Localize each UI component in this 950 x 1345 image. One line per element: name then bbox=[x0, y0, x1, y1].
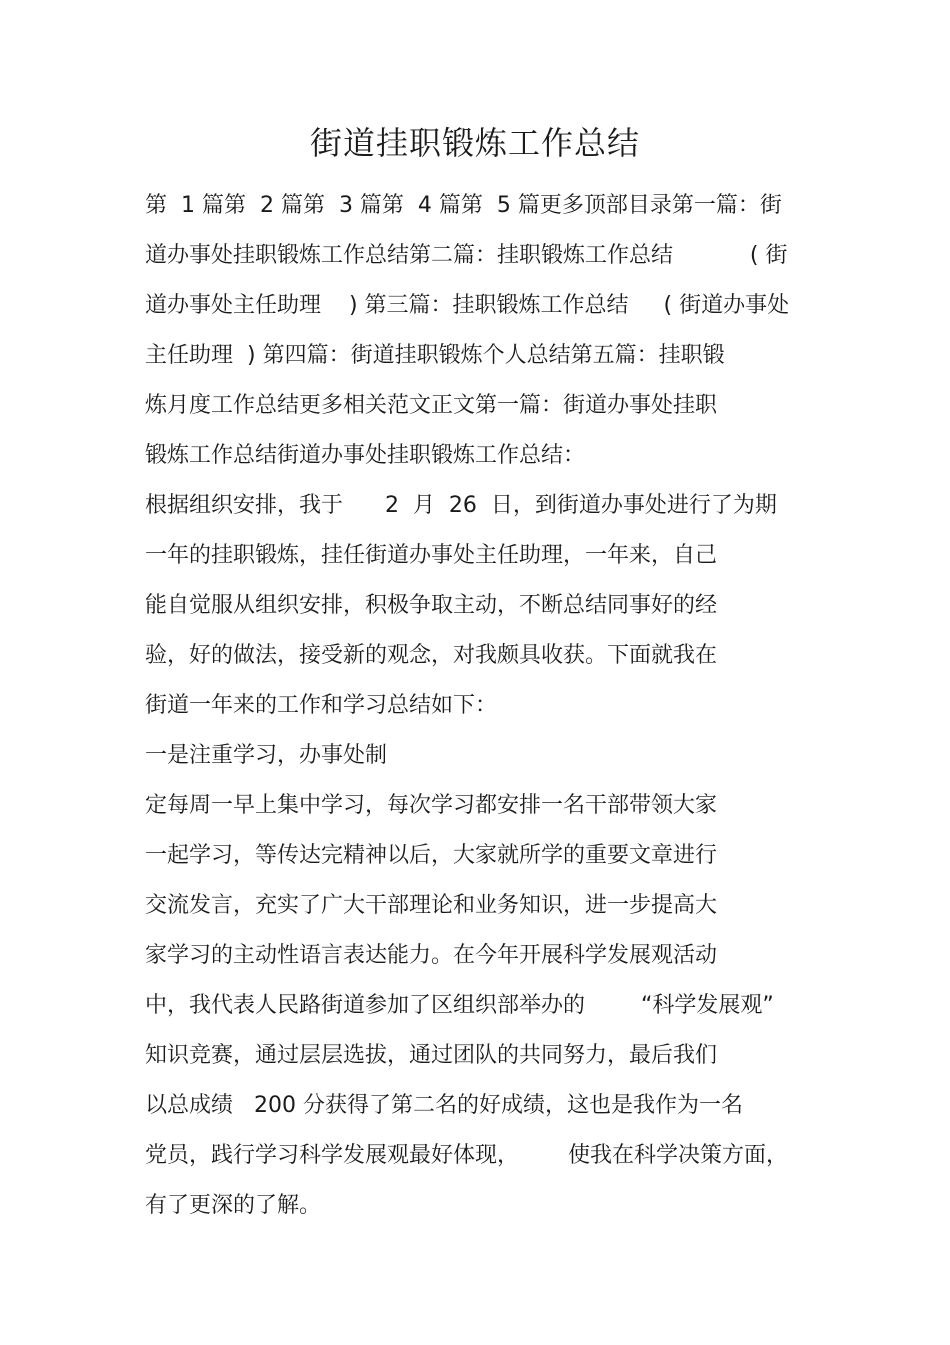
body-line: 炼月度工作总结更多相关范文正文第一篇：街道办事处挂职 bbox=[145, 393, 718, 418]
body-line: 第 1 篇第 2 篇第 3 篇第 4 篇第 5 篇更多顶部目录第一篇：街 bbox=[145, 193, 782, 218]
body-line: 党员，践行学习科学发展观最好体现， 使我在科学决策方面， bbox=[145, 1143, 788, 1168]
body-line: 定每周一早上集中学习，每次学习都安排一名干部带领大家 bbox=[145, 793, 718, 818]
body-line: 一是注重学习，办事处制 bbox=[145, 743, 388, 768]
body-line: 一年的挂职锻炼，挂任街道办事处主任助理，一年来，自己 bbox=[145, 543, 718, 568]
body-line: 家学习的主动性语言表达能力。在今年开展科学发展观活动 bbox=[145, 943, 718, 968]
body-line: 能自觉服从组织安排，积极争取主动，不断总结同事好的经 bbox=[145, 593, 718, 618]
body-line: 有了更深的了解。 bbox=[145, 1193, 322, 1218]
body-line: 一起学习，等传达完精神以后，大家就所学的重要文章进行 bbox=[145, 843, 718, 868]
body-line: 街道一年来的工作和学习总结如下： bbox=[145, 693, 498, 718]
body-line: 验，好的做法，接受新的观念，对我颇具收获。下面就我在 bbox=[145, 643, 718, 668]
body-line: 道办事处主任助理 ) 第三篇：挂职锻炼工作总结 ( 街道办事处 bbox=[145, 293, 790, 318]
body-line: 锻炼工作总结街道办事处挂职锻炼工作总结： bbox=[145, 443, 586, 468]
body-line: 交流发言，充实了广大干部理论和业务知识，进一步提高大 bbox=[145, 893, 718, 918]
body-line: 主任助理 ) 第四篇：街道挂职锻炼个人总结第五篇：挂职锻 bbox=[145, 343, 725, 368]
body-line: 道办事处挂职锻炼工作总结第二篇：挂职锻炼工作总结 ( 街 bbox=[145, 243, 788, 268]
body-line: 根据组织安排，我于 2 月 26 日，到街道办事处进行了为期 bbox=[145, 493, 777, 518]
body-line: 以总成绩 200 分获得了第二名的好成绩，这也是我作为一名 bbox=[145, 1093, 743, 1118]
document-title: 街道挂职锻炼工作总结 bbox=[309, 124, 640, 162]
body-line: 知识竞赛，通过层层选拔，通过团队的共同努力，最后我们 bbox=[145, 1043, 718, 1068]
body-line: 中，我代表人民路街道参加了区组织部举办的 “科学发展观” bbox=[145, 993, 774, 1018]
